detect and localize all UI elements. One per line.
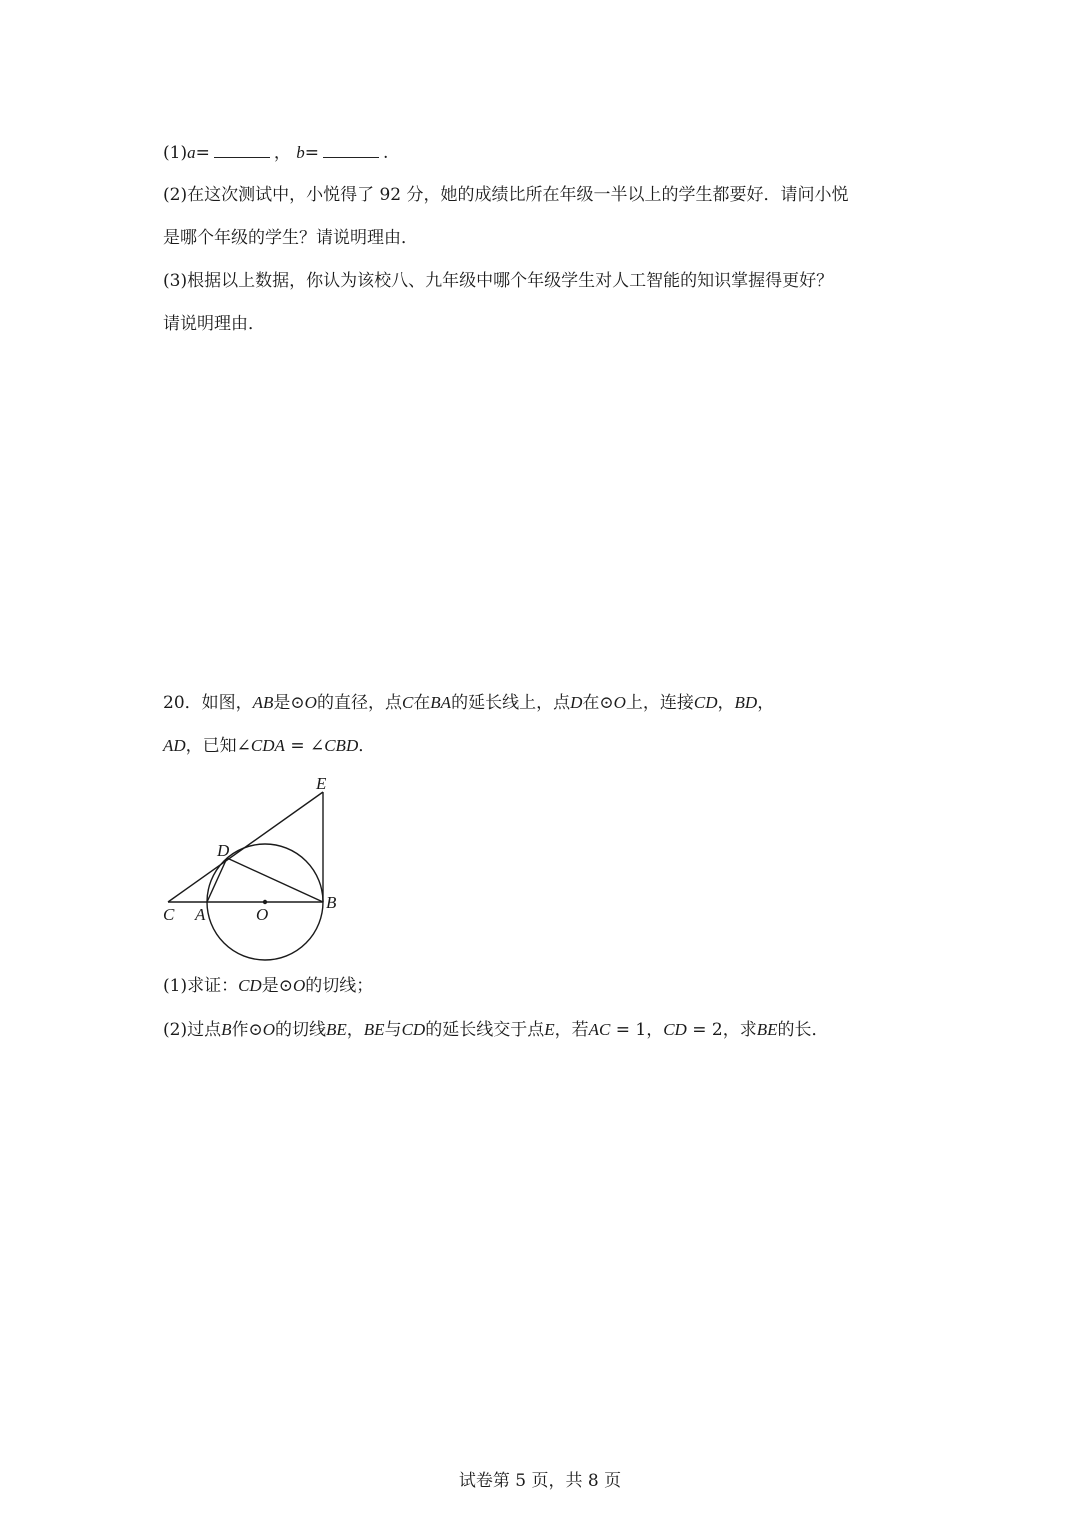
stem-text: 上，连接 [625,693,694,713]
label-O: O [256,905,269,924]
q20-part1 [163,974,373,998]
point-B: B [221,1020,232,1039]
seg-CD: CD [693,693,718,712]
stem-text: 是⊙ [273,693,305,713]
equals-sign: = [304,143,319,163]
part-text: (1)求证： [163,976,239,996]
center-dot-O [263,900,267,904]
label-A: A [195,905,206,924]
seg-BA: BA [430,693,452,712]
period: . [383,143,389,163]
q20-stem-line1 [163,691,774,715]
answer-blank-b [323,141,379,158]
part-text: (2)过点 [163,1020,222,1040]
seg-AD: AD [163,736,186,755]
label-D: D [217,841,230,860]
equals-sign: = [195,143,210,163]
part-text: = 1 [610,1020,647,1040]
part-text: 是⊙ [261,976,293,996]
part-text: ，求 [722,1020,757,1040]
angle-CBD: CBD [324,736,359,755]
seg-BE: BE [363,1020,385,1039]
geometry-figure [150,770,350,970]
angle-CDA: CDA [250,736,285,755]
q20-part2 [163,1018,828,1042]
point-D: D [570,693,583,712]
label-C: C [163,905,175,924]
seg-CD: CD [401,1020,426,1039]
stem-text: ， [717,693,735,713]
stem-text: 在 [413,693,431,713]
stem-text: 的直径，点 [316,693,402,713]
part-text: ， [646,1020,664,1040]
part-text: = 2 [686,1020,723,1040]
page-footer: 试卷第 5 页，共 8 页 [458,1471,622,1491]
q19-part1 [163,141,388,165]
line-CE [168,792,323,902]
seg-AC: AC [588,1020,611,1039]
var-a: a [187,143,196,162]
stem-text: 的延长线上，点 [451,693,571,713]
part-text: 作⊙ [231,1020,263,1040]
seg-BD: BD [734,693,758,712]
point-E: E [544,1020,555,1039]
figure-lines [168,792,323,960]
stem-text: 20．如图， [163,693,253,713]
part-text: 的切线； [305,976,374,996]
comma: ， [273,143,291,163]
part-text: 的延长线交于点 [425,1020,545,1040]
point-C: C [401,693,414,712]
q19-part2-line1: (2)在这次测试中，小悦得了 92 分，她的成绩比所在年级一半以上的学生都要好．请问小悦 [163,185,849,205]
q19-part3-line2: 请说明理由． [163,314,265,334]
label-B: B [326,893,337,912]
stem-text: ． [358,736,376,756]
stem-text: ， [757,693,775,713]
line-AD [207,858,227,902]
part-text: ，若 [554,1020,589,1040]
seg-BE: BE [326,1020,347,1039]
part-text: 与 [384,1020,402,1040]
point-O: O [292,976,306,995]
part-text: 的长． [777,1020,829,1040]
q19-part2-line2: 是哪个年级的学生？请说明理由． [163,228,418,248]
answer-blank-a [214,141,270,158]
var-b: b [296,143,305,162]
stem-text: = ∠ [284,736,325,756]
q19-part3-line1: (3)根据以上数据，你认为该校八、九年级中哪个年级学生对人工智能的知识掌握得更好？ [163,271,834,291]
stem-text: 在⊙ [582,693,614,713]
label-E: E [316,774,327,793]
stem-text: ，已知∠ [185,736,251,756]
point-O: O [304,693,317,712]
q20-stem-line2 [163,734,375,758]
seg-AB: AB [252,693,274,712]
part-text: ， [346,1020,364,1040]
seg-CD: CD [238,976,262,995]
part-number: (1) [163,143,188,163]
point-O: O [613,693,626,712]
point-O: O [262,1020,276,1039]
seg-BE: BE [756,1020,778,1039]
part-text: 的切线 [275,1020,327,1040]
seg-CD: CD [663,1020,687,1039]
